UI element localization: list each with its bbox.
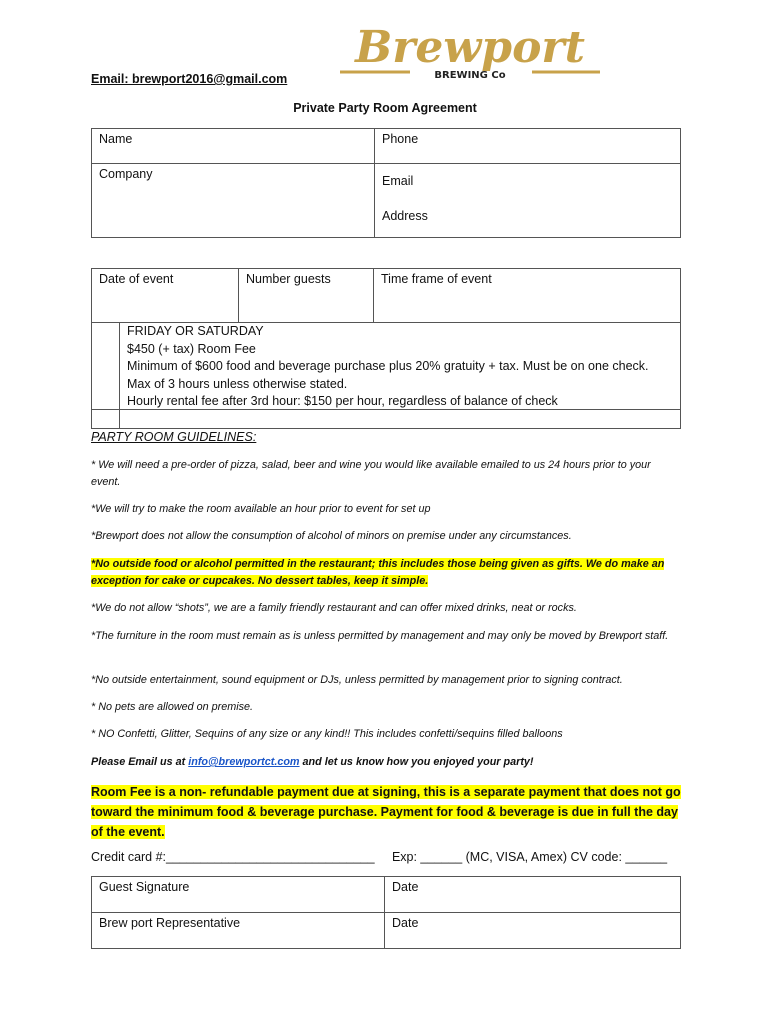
guideline-item: *The furniture in the room must remain as is unless permitted by management and may only be moved by Brewport staff. xyxy=(91,630,669,642)
company-field[interactable]: Company xyxy=(99,167,153,181)
phone-field[interactable]: Phone xyxy=(382,132,419,146)
signature-table xyxy=(91,876,681,949)
detail-line: Minimum of $600 food and beverage purchase plus 20% gratuity + tax. Must be on one check. xyxy=(127,359,649,373)
address-field[interactable]: Address xyxy=(382,209,428,223)
detail-line: Hourly rental fee after 3rd hour: $150 per hour, regardless of balance of check xyxy=(127,394,558,408)
info-email-link[interactable]: info@brewportct.com xyxy=(188,756,300,768)
guideline-item: *No outside entertainment, sound equipment or DJs, unless permitted by management prior to signing contract. xyxy=(91,674,623,686)
time-frame-field[interactable]: Time frame of event xyxy=(381,272,492,286)
email-field[interactable]: Email xyxy=(382,174,414,188)
name-field[interactable]: Name xyxy=(99,132,133,146)
event-table xyxy=(91,268,681,429)
brewport-logo xyxy=(300,22,640,84)
email-us-line xyxy=(91,754,681,771)
highlighted-text: *No outside food or alcohol permitted in the restaurant; this includes those being given as gifts. We do make an exception for cake or cupcakes. No dessert tables, keep it simple. xyxy=(91,558,665,587)
credit-card-line[interactable]: Credit card #:______________________________ Exp: ______ (MC, VISA, Amex) CV code: ______ xyxy=(91,850,668,864)
representative-field[interactable]: Brew port Representative xyxy=(99,916,241,930)
guest-signature-field[interactable]: Guest Signature xyxy=(99,880,190,894)
number-guests-field[interactable]: Number guests xyxy=(246,272,331,286)
guideline-item: * We will need a pre-order of pizza, salad, beer and wine you would like available emailed to us 24 hours prior to your event. xyxy=(91,459,651,488)
detail-line: Max of 3 hours unless otherwise stated. xyxy=(127,376,348,391)
guideline-item-highlighted xyxy=(91,556,681,590)
page-title: Private Party Room Agreement xyxy=(293,101,477,115)
room-fee-text: Room Fee is a non- refundable payment due at signing, this is a separate payment that does not go toward the minimum food & beverage purchase. Payment for food & beverage is due in full the day of the event. xyxy=(91,785,681,839)
email-us-prefix: Please Email us at xyxy=(91,756,189,768)
contact-email: Email: brewport2016@gmail.com xyxy=(91,72,288,86)
guideline-item: *We do not allow “shots”, we are a family friendly restaurant and can offer mixed drinks, neat or rocks. xyxy=(91,602,577,614)
detail-line: FRIDAY OR SATURDAY xyxy=(127,324,264,338)
detail-line: $450 (+ tax) Room Fee xyxy=(127,341,256,356)
guidelines-heading: PARTY ROOM GUIDELINES: xyxy=(91,430,257,444)
details-margin-cell xyxy=(92,323,120,409)
logo-wordmark: Brewport xyxy=(355,22,585,73)
email-us-suffix: and let us know how you enjoyed your party! xyxy=(299,756,534,768)
logo-tagline: BREWING Co xyxy=(434,70,506,81)
guideline-item: *Brewport does not allow the consumption of alcohol of minors on premise under any circumstances. xyxy=(91,530,572,542)
guideline-item: *We will try to make the room available an hour prior to event for set up xyxy=(91,503,431,515)
contact-table xyxy=(91,128,681,238)
room-fee-notice xyxy=(91,782,681,842)
date-of-event-field[interactable]: Date of event xyxy=(99,272,174,286)
guest-date-field[interactable]: Date xyxy=(392,880,419,894)
representative-date-field[interactable]: Date xyxy=(392,916,419,930)
guideline-item: * No pets are allowed on premise. xyxy=(91,701,254,713)
event-details xyxy=(120,323,656,409)
guideline-item: * NO Confetti, Glitter, Sequins of any size or any kind!! This includes confetti/sequins filled balloons xyxy=(91,728,563,740)
